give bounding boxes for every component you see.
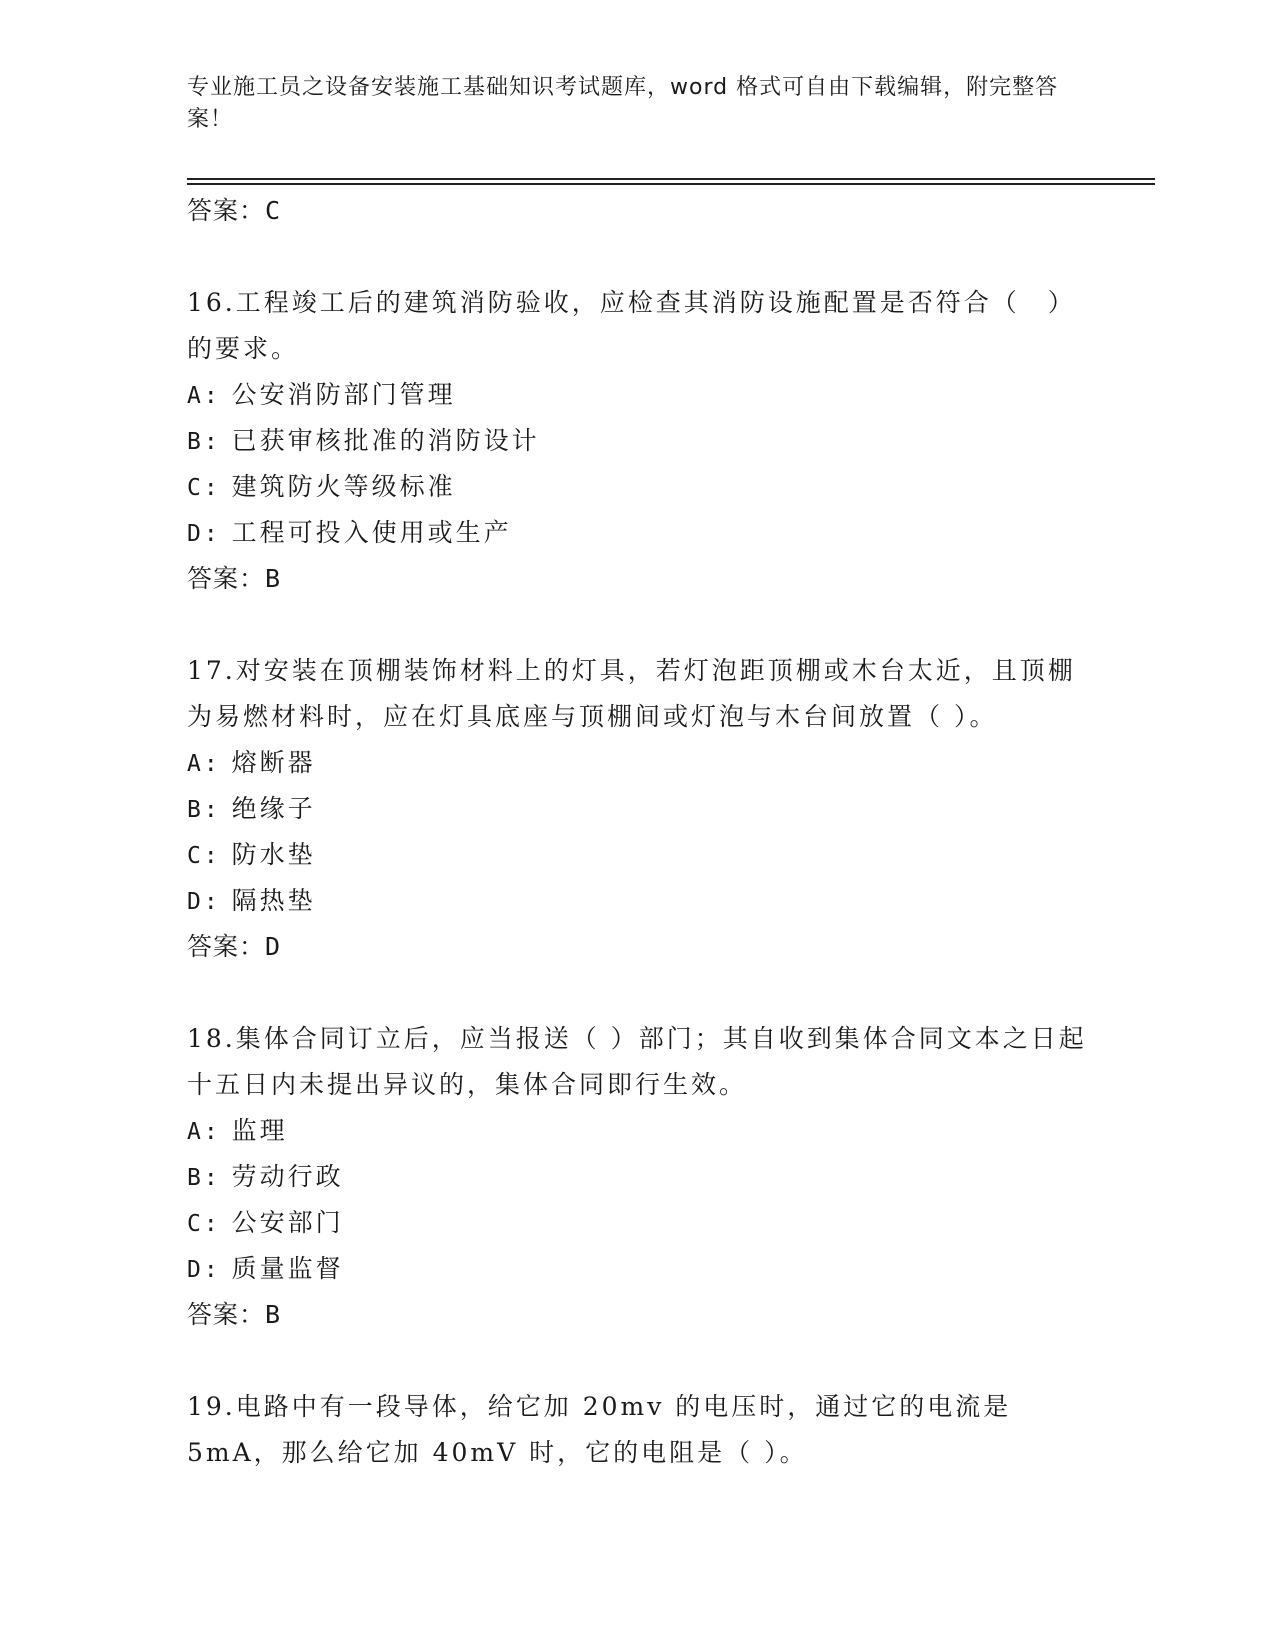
- option-key: B:: [187, 429, 221, 455]
- option-text: 劳动行政: [231, 1162, 344, 1191]
- option-text: 监理: [231, 1116, 288, 1145]
- answer-label: 答案：: [187, 1300, 266, 1329]
- question-19: [187, 1384, 1087, 1476]
- answer-label: 答案：: [187, 564, 266, 593]
- answer-value: C: [265, 196, 282, 225]
- answer-line: [187, 1292, 1087, 1338]
- option-key: B:: [187, 1165, 221, 1191]
- answer-line: [187, 924, 1087, 970]
- question-text: 19.电路中有一段导体，给它加 20mv 的电压时，通过它的电流是 5mA，那么给它加 40mV 时，它的电阻是（ ）。: [187, 1392, 1012, 1467]
- option-text: 防水垫: [231, 840, 316, 869]
- option-a: [187, 1108, 1087, 1154]
- option-a: [187, 372, 1087, 418]
- option-text: 已获审核批准的消防设计: [231, 426, 540, 455]
- question-text: 18.集体合同订立后，应当报送（ ）部门；其自收到集体合同文本之日起十五日内未提出异议的，集体合同即行生效。: [187, 1024, 1087, 1099]
- header-divider: [187, 178, 1155, 180]
- option-key: A:: [187, 1119, 221, 1145]
- option-key: A:: [187, 383, 221, 409]
- option-key: D:: [187, 1257, 221, 1283]
- option-text: 公安消防部门管理: [231, 380, 456, 409]
- option-b: [187, 1154, 1087, 1200]
- answer-value: B: [265, 1300, 282, 1329]
- option-text: 质量监督: [231, 1254, 344, 1283]
- option-text: 隔热垫: [231, 886, 316, 915]
- option-key: C:: [187, 1211, 221, 1237]
- question-list: [187, 188, 1087, 1476]
- question-text: 17.对安装在顶棚装饰材料上的灯具，若灯泡距顶棚或木台太近，且顶棚为易燃材料时，应在灯具底座与顶棚间或灯泡与木台间放置（ ）。: [187, 656, 1076, 731]
- option-a: [187, 740, 1087, 786]
- answer-value: B: [265, 564, 282, 593]
- option-text: 公安部门: [231, 1208, 344, 1237]
- answer-label: 答案：: [187, 932, 266, 961]
- option-key: D:: [187, 889, 221, 915]
- option-key: C:: [187, 843, 221, 869]
- question-17: [187, 648, 1087, 970]
- option-key: B:: [187, 797, 221, 823]
- option-key: C:: [187, 475, 221, 501]
- page-header: 专业施工员之设备安装施工基础知识考试题库，word 格式可自由下载编辑，附完整答案！: [187, 75, 1059, 132]
- option-key: A:: [187, 751, 221, 777]
- header-divider-second: [187, 183, 1155, 185]
- option-c: [187, 1200, 1087, 1246]
- option-c: [187, 832, 1087, 878]
- question-16: [187, 280, 1087, 602]
- option-b: [187, 418, 1087, 464]
- option-d: [187, 510, 1087, 556]
- answer-value: D: [265, 932, 282, 961]
- option-text: 绝缘子: [231, 794, 316, 823]
- answer-line: [187, 556, 1087, 602]
- question-text: 16.工程竣工后的建筑消防验收，应检查其消防设施配置是否符合（ ）的要求。: [187, 288, 1076, 363]
- option-text: 建筑防火等级标准: [231, 472, 456, 501]
- answer-line: [187, 188, 1087, 234]
- option-d: [187, 1246, 1087, 1292]
- option-text: 工程可投入使用或生产: [231, 518, 512, 547]
- option-c: [187, 464, 1087, 510]
- option-text: 熔断器: [231, 748, 316, 777]
- option-d: [187, 878, 1087, 924]
- question-18: [187, 1016, 1087, 1338]
- option-b: [187, 786, 1087, 832]
- answer-label: 答案：: [187, 196, 266, 225]
- option-key: D:: [187, 521, 221, 547]
